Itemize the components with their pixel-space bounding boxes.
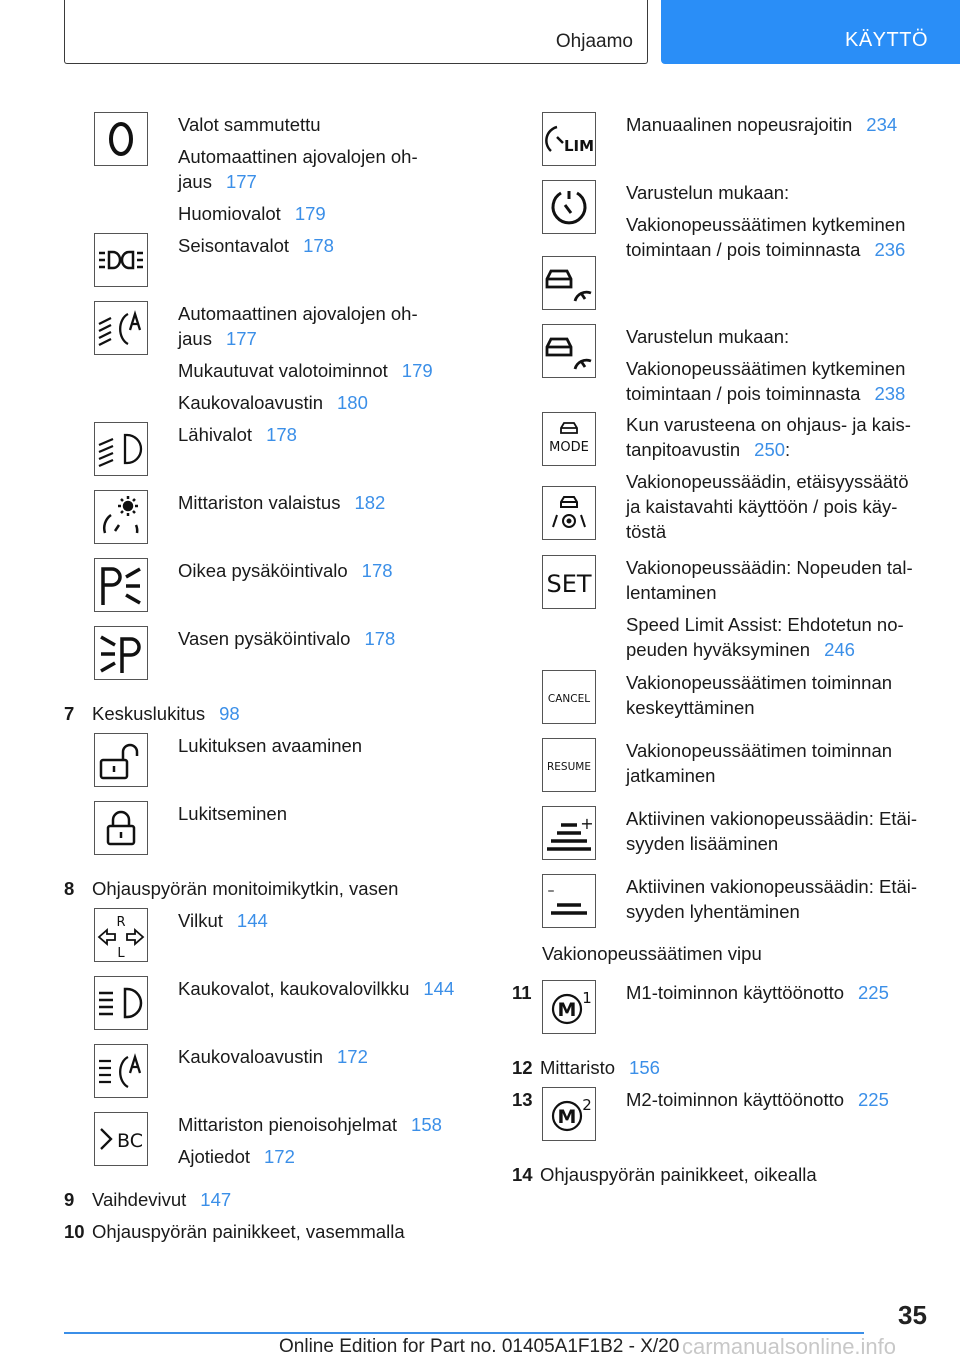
entry-text: peuden hyväksyminen	[626, 639, 811, 660]
page-reference-link[interactable]: 156	[629, 1057, 660, 1078]
entry-text: Oikea pysäköintivalo	[178, 560, 348, 581]
entry-text: keskeyttäminen	[626, 697, 755, 718]
page-reference-link[interactable]: 144	[423, 978, 455, 999]
number-glyph: 2	[582, 1096, 592, 1114]
resume-glyph: RESUME	[547, 761, 591, 773]
page-reference-link[interactable]: 98	[219, 703, 240, 724]
entry-text: Varustelun mukaan:	[626, 326, 790, 347]
item-number: 10	[64, 1221, 85, 1242]
page-reference-link[interactable]: 234	[866, 114, 898, 135]
item-number: 13	[512, 1089, 533, 1110]
item-7	[64, 701, 240, 726]
unlock-icon	[94, 733, 148, 787]
minus-glyph: –	[547, 883, 555, 899]
entry-text: jatkaminen	[626, 765, 716, 786]
m2-icon	[542, 1087, 596, 1141]
low-beam-icon	[94, 422, 148, 476]
item-number: 8	[64, 878, 75, 899]
page-reference-link[interactable]: 250	[754, 439, 786, 460]
page-reference-link[interactable]: 178	[303, 235, 334, 256]
section-title: Ohjaamo	[555, 31, 633, 52]
entry-text: Kun varusteena on ohjaus- ja kais-	[626, 414, 911, 435]
entry-text: Automaattinen ajovalojen oh-	[178, 303, 418, 324]
lock-icon	[94, 801, 148, 855]
m-glyph: M	[557, 1106, 577, 1128]
entry-text: toimintaan / pois toiminnasta	[626, 239, 861, 260]
item-label: Keskuslukitus	[92, 703, 206, 724]
turn-signal-icon	[94, 908, 148, 962]
entry-text: Huomiovalot	[178, 203, 281, 224]
page-reference-link[interactable]: 179	[401, 360, 433, 381]
entry-text: jaus	[178, 171, 212, 192]
mode-icon	[542, 412, 596, 466]
entry-text: Mittariston valaistus	[178, 492, 341, 513]
item-label: M1-toiminnon käyttöönotto	[626, 982, 845, 1003]
entry-text: Kaukovalot, kaukovalovilkku	[178, 978, 410, 999]
entry-text: Varustelun mukaan:	[626, 182, 790, 203]
item-label: Mittaristo	[540, 1057, 616, 1078]
page-number: 35	[898, 1300, 927, 1330]
entry-text: Lukitseminen	[178, 803, 288, 824]
cancel-icon	[542, 670, 596, 724]
item-number: 9	[64, 1189, 75, 1210]
entry-text: toimintaan / pois toiminnasta	[626, 383, 861, 404]
bc-glyph: BC	[117, 1130, 143, 1152]
entry-text: Valot sammutettu	[178, 114, 321, 135]
entry-text: lentaminen	[626, 582, 717, 603]
chapter-tab	[661, 0, 960, 64]
item-8	[64, 876, 398, 901]
page-reference-link[interactable]: 236	[874, 239, 906, 260]
item-label: Ohjauspyörän painikkeet, vasemmalla	[92, 1221, 405, 1242]
high-beam-icon	[94, 976, 148, 1030]
page-reference-link[interactable]: 158	[411, 1114, 442, 1135]
entry-text: Kaukovaloavustin	[178, 1046, 324, 1067]
plus-glyph: +	[580, 814, 594, 833]
page-reference-link[interactable]: 144	[236, 910, 268, 931]
page-reference-link[interactable]: 225	[858, 1089, 889, 1110]
entry-text: Manuaalinen nopeusrajoitin	[626, 114, 853, 135]
light-off-zero-icon	[94, 112, 148, 166]
distance-decrease-icon	[542, 874, 596, 928]
item-label: M2-toiminnon käyttöönotto	[626, 1089, 845, 1110]
instrument-lighting-icon	[94, 490, 148, 544]
lever-caption: Vakionopeussäätimen vipu	[542, 943, 762, 964]
high-beam-assist-icon	[94, 1044, 148, 1098]
cruise-control-icon	[542, 180, 596, 234]
entry-text: Ajotiedot	[178, 1146, 250, 1167]
entry-text: Seisontavalot	[178, 235, 290, 256]
set-icon	[542, 555, 596, 609]
page-reference-link[interactable]: 172	[337, 1046, 368, 1067]
page-reference-link[interactable]: 147	[200, 1189, 232, 1210]
page-reference-link[interactable]: 180	[337, 392, 368, 413]
item-14	[512, 1162, 817, 1187]
cruise-car-icon	[542, 256, 596, 310]
entry-text: Vakionopeussäädin, etäisyyssäätö	[626, 471, 909, 492]
entry-text: :	[785, 439, 791, 460]
bc-icon	[94, 1112, 148, 1166]
left-parking-light-icon	[94, 626, 148, 680]
entry-text: syyden lyhentäminen	[626, 901, 800, 922]
speed-limiter-icon	[542, 112, 596, 166]
entry-text: Aktiivinen vakionopeussäädin: Etäi-	[626, 876, 918, 897]
entry-text: syyden lisääminen	[626, 833, 779, 854]
resume-icon	[542, 738, 596, 792]
item-number: 14	[512, 1164, 533, 1185]
entry-text: Vilkut	[178, 910, 223, 931]
entry-text: Kaukovaloavustin	[178, 392, 324, 413]
entry-text: Vakionopeussäätimen kytkeminen	[626, 214, 906, 235]
right-parking-light-icon	[94, 558, 148, 612]
watermark: carmanualsonline.info	[682, 1334, 897, 1359]
entry-text: Vakionopeussäätimen kytkeminen	[626, 358, 906, 379]
entry-text: Aktiivinen vakionopeussäädin: Etäi-	[626, 808, 918, 829]
header-section-box	[64, 0, 648, 64]
entry-text: ja kaistavahti käyttöön / pois käy-	[626, 496, 898, 517]
auto-headlight-icon	[94, 301, 148, 355]
entry-text: Mittariston pienoisohjelmat	[178, 1114, 398, 1135]
page-reference-link[interactable]: 178	[361, 560, 393, 581]
m1-icon	[542, 980, 596, 1034]
cruise-car-icon-2	[542, 324, 596, 378]
entry-text: Lukituksen avaaminen	[178, 735, 363, 756]
entry-text: Vakionopeussäädin: Nopeuden tal-	[626, 557, 913, 578]
distance-increase-icon	[542, 806, 596, 860]
item-number: 11	[512, 982, 532, 1003]
entry-text: Vasen pysäköintivalo	[178, 628, 351, 649]
parking-lights-icon	[94, 233, 148, 287]
entry-text: Lähivalot	[178, 424, 253, 445]
entry-text: töstä	[626, 521, 667, 542]
page-reference-link[interactable]: 179	[294, 203, 326, 224]
lim-glyph: LIM	[563, 137, 595, 155]
item-9	[64, 1187, 231, 1212]
m-glyph: M	[557, 999, 577, 1021]
item-12	[512, 1055, 660, 1080]
cancel-glyph: CANCEL	[547, 693, 591, 705]
entry-text: tanpitoavustin	[626, 439, 741, 460]
right-letter: R	[116, 915, 126, 930]
item-number: 12	[512, 1057, 533, 1078]
entry-text: Mukautuvat valotoiminnot	[178, 360, 388, 381]
page-reference-link[interactable]: 177	[225, 328, 257, 349]
page-reference-link[interactable]: 246	[824, 639, 855, 660]
lane-assist-icon	[542, 486, 596, 540]
page-reference-link[interactable]: 225	[858, 982, 889, 1003]
entry-text: Vakionopeussäätimen toiminnan	[626, 672, 893, 693]
entry-text: Vakionopeussäätimen toiminnan	[626, 740, 893, 761]
item-10	[64, 1219, 405, 1244]
item-label: Ohjauspyörän painikkeet, oikealla	[540, 1164, 817, 1185]
entry-text: Automaattinen ajovalojen oh-	[178, 146, 418, 167]
item-label: Vaihdevivut	[92, 1189, 187, 1210]
item-number: 7	[64, 703, 75, 724]
page-reference-link[interactable]: 182	[354, 492, 386, 513]
item-label: Ohjauspyörän monitoimikytkin, vasen	[92, 878, 399, 899]
footer-edition: Online Edition for Part no. 01405A1F1B2 - X/20	[279, 1336, 680, 1357]
entry-text: jaus	[178, 328, 212, 349]
mode-glyph: MODE	[549, 440, 589, 455]
entry-text: Speed Limit Assist: Ehdotetun no-	[626, 614, 904, 635]
page-reference-link[interactable]: 172	[264, 1146, 295, 1167]
page-reference-link[interactable]: 238	[874, 383, 906, 404]
page-reference-link[interactable]: 178	[364, 628, 396, 649]
page-reference-link[interactable]: 178	[266, 424, 297, 445]
set-glyph: SET	[546, 570, 592, 598]
left-letter: L	[117, 946, 125, 961]
chapter-title: KÄYTTÖ	[844, 29, 928, 51]
page-reference-link[interactable]: 177	[225, 171, 257, 192]
number-glyph: 1	[582, 989, 592, 1007]
